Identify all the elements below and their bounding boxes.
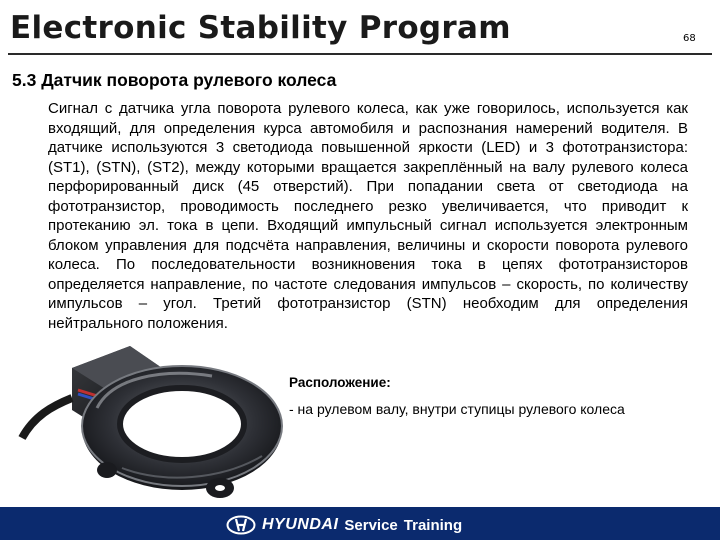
steering-angle-sensor-image [12, 328, 292, 508]
brand-service: Service [344, 516, 398, 534]
hyundai-service-training-logo [226, 514, 462, 536]
header-rule [8, 53, 712, 55]
page-number: 68 [683, 33, 696, 44]
brand-training: Training [403, 516, 463, 534]
location-title: Расположение: [289, 375, 391, 390]
section-heading: 5.3 Датчик поворота рулевого колеса [12, 70, 337, 90]
page-title: Electronic Stability Program [10, 10, 511, 46]
hyundai-logo-icon [226, 515, 256, 535]
brand-name: HYUNDAI [262, 516, 339, 533]
section-paragraph: Сигнал с датчика угла поворота рулевого колеса, как уже говорилось, используется как входящий, для определения курса автомобиля и распознания намерений водителя. В датчике используются 3 светодиода повышенной яркости (LED) и 3 фототранзистора: (ST1), (STN), (ST2), между которыми вращается закреплённый на валу рулевого колеса перфорированный диск (45 отверстий). При попадании света от светодиода на фототранзистор, проводимость последнего резко увеличивается, что приводит к протеканию эл. тока в цепи. Входящий импульсный сигнал используется электронным блоком управления для подсчёта направления, величины и скорости поворота рулевого колеса. По последовательности возникновения тока в цепях фототранзисторов определяется направление, по частоте следования импульсов – скорость, по количеству импульсов – угол. Третий фототранзистор (STN) необходим для определения нейтрального положения. [48, 100, 688, 332]
location-item: - на рулевом валу, внутри ступицы рулевого колеса [289, 401, 625, 417]
